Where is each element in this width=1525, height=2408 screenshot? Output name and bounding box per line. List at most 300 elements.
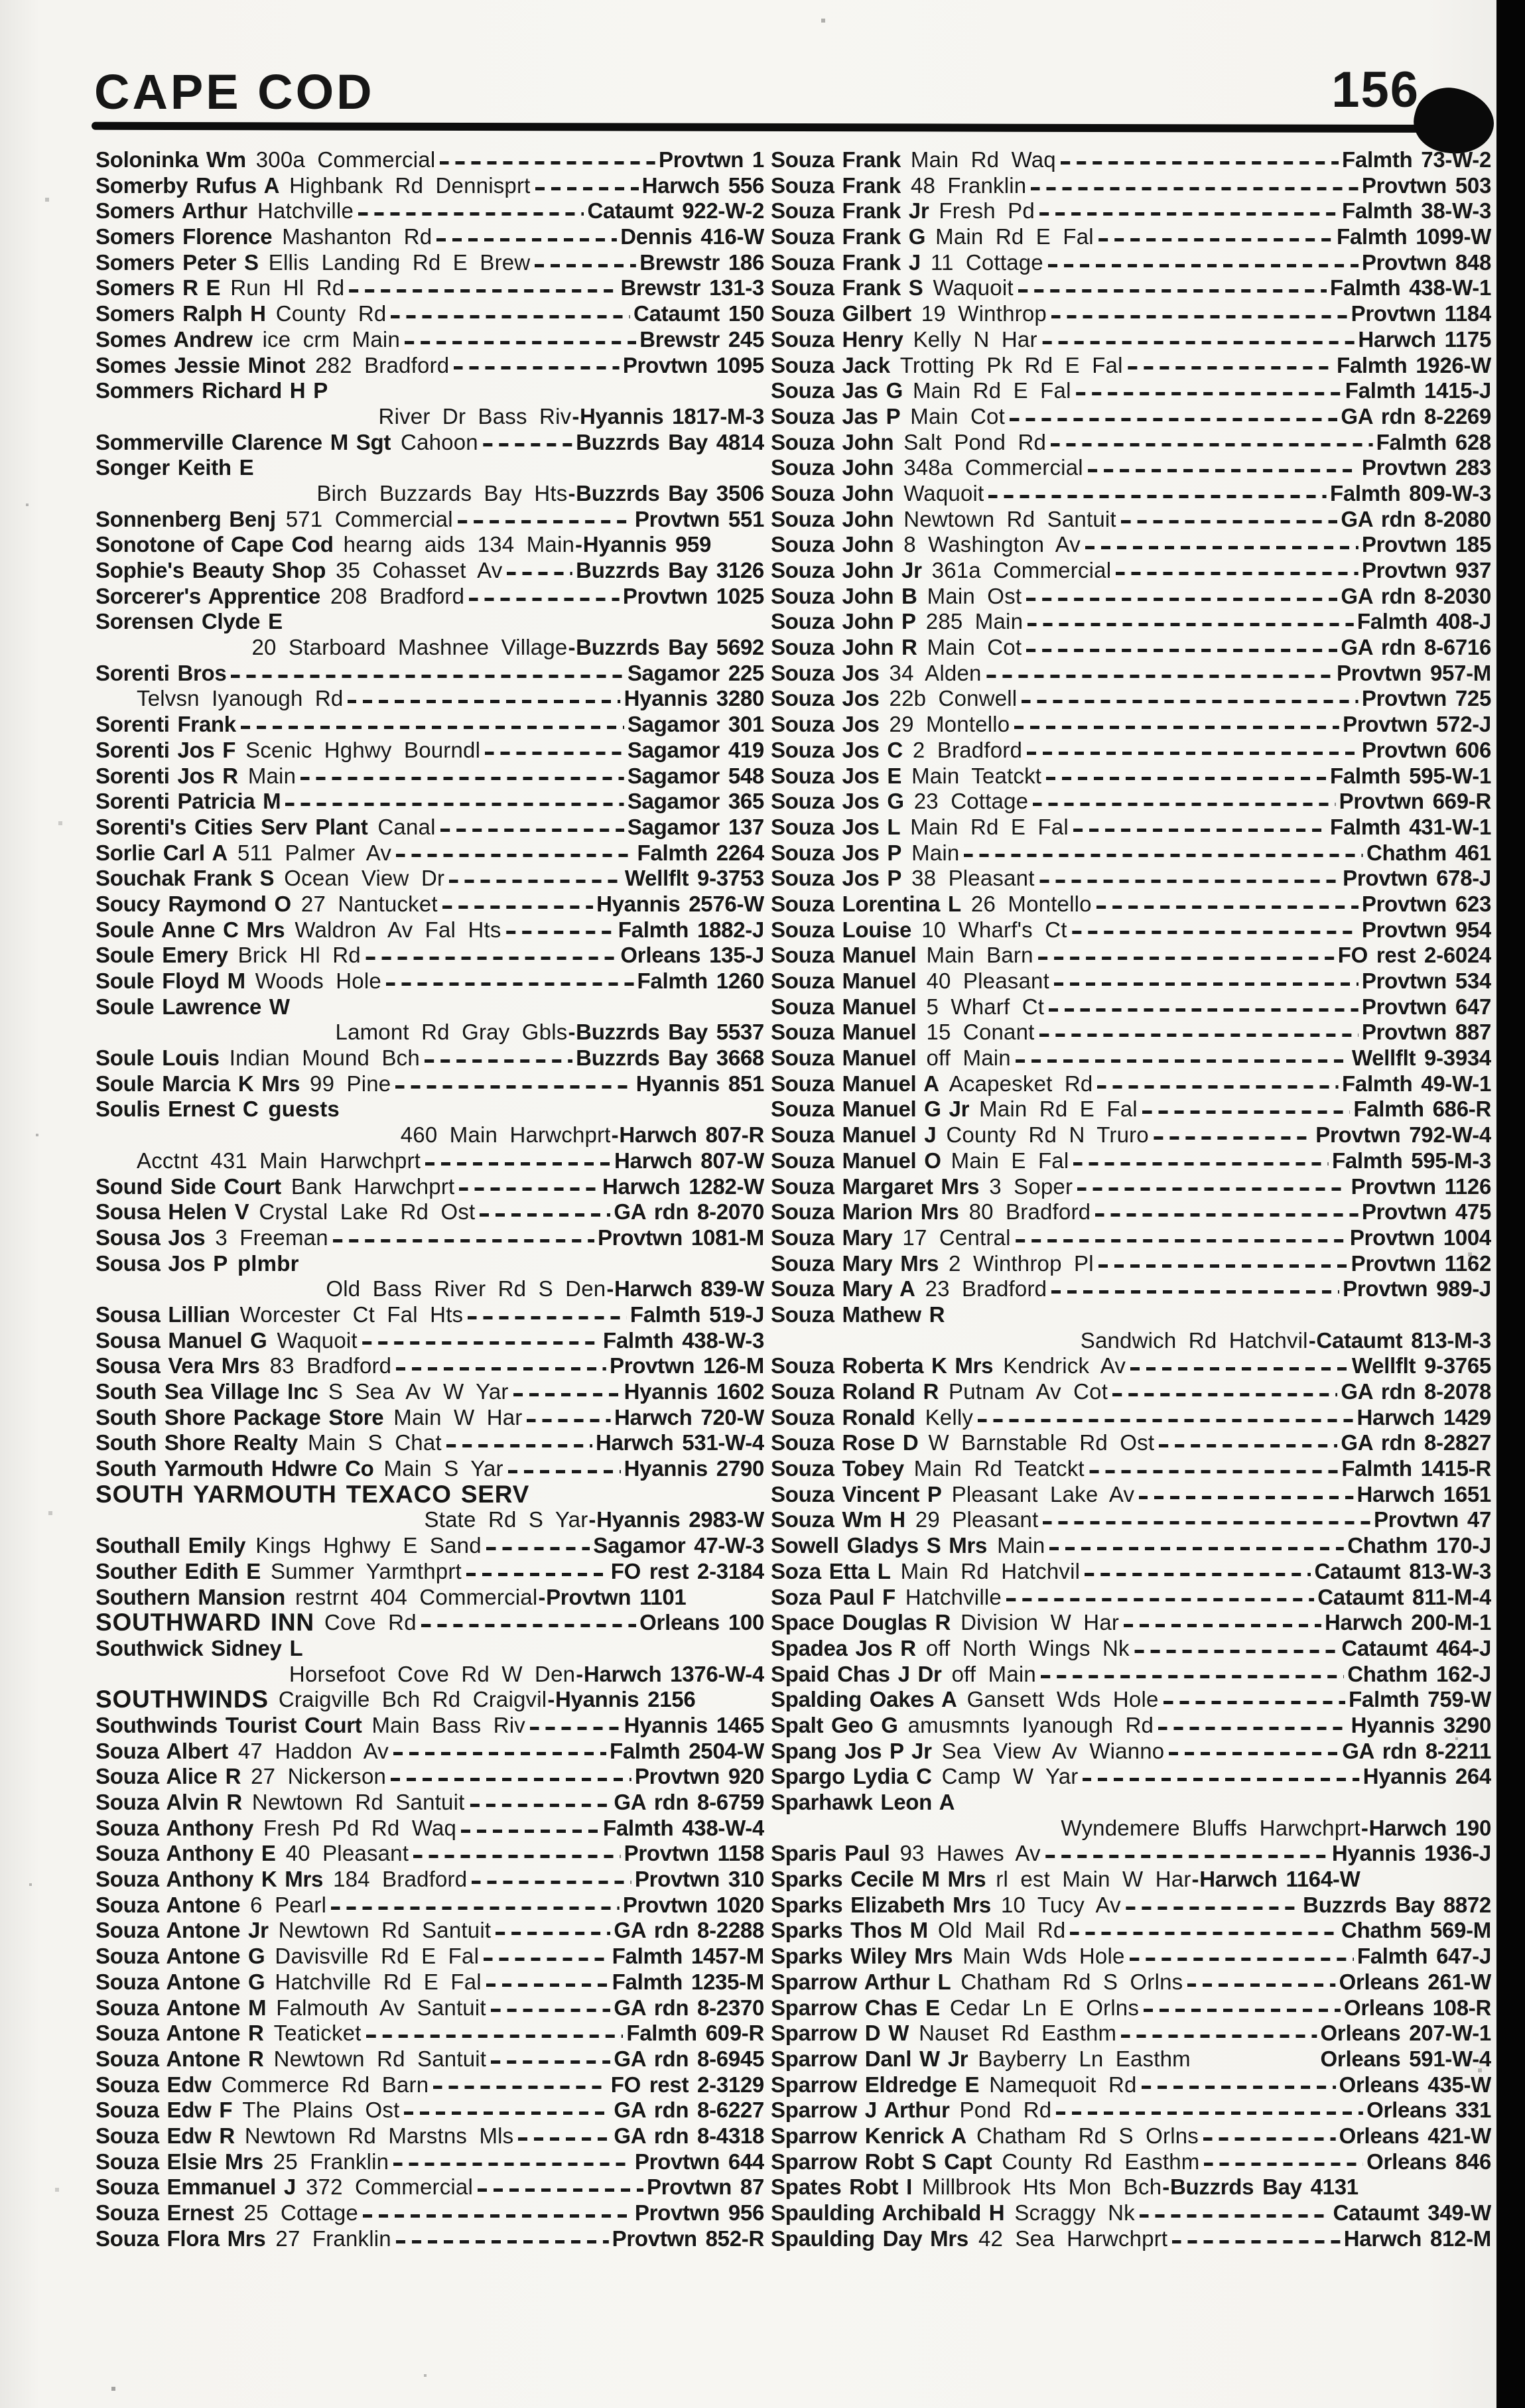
entry-name: Spaulding Archibald H xyxy=(771,2200,1005,2225)
entry-name: Sousa Jos P xyxy=(96,1250,228,1276)
entry-name: Souza Jos G xyxy=(771,789,904,814)
entry-name: Souza Gilbert xyxy=(771,301,911,326)
directory-entry xyxy=(96,2021,764,2046)
entry-runover-line xyxy=(96,1020,764,1045)
dash-leader xyxy=(459,1187,599,1191)
entry-address: Main Cot xyxy=(910,403,1005,429)
entry-name: Souza Frank J xyxy=(771,249,921,275)
directory-entry xyxy=(771,1636,1491,1662)
entry-phone: Hyannis 2576-W xyxy=(596,891,764,916)
entry-phone: Provtwn 185 xyxy=(1361,532,1491,557)
entry-address: Worcester Ct Fal Hts xyxy=(239,1302,464,1327)
entry-name: Souza Manuel J xyxy=(771,1122,937,1148)
directory-entry xyxy=(771,1045,1491,1071)
directory-entry xyxy=(771,1918,1491,1944)
dash-leader xyxy=(349,289,617,293)
entry-name: Sonotone of Cape Cod xyxy=(96,532,334,557)
entry-phone: Falmth 595-M-3 xyxy=(1331,1148,1491,1173)
dash-leader xyxy=(1076,392,1342,395)
entry-phone: Provtwn 503 xyxy=(1361,172,1491,198)
entry-name: Souza Vincent P xyxy=(771,1481,942,1506)
directory-entry xyxy=(771,1559,1491,1585)
entry-name: Soule Marcia K Mrs xyxy=(96,1071,300,1096)
directory-entry xyxy=(771,147,1491,173)
entry-address: Acctnt 431 Main Harwchprt xyxy=(137,1148,421,1173)
entry-phone: Falmth 609-R xyxy=(626,2021,764,2046)
directory-entry xyxy=(771,2072,1491,2098)
entry-name: Sparrow Chas E xyxy=(771,1995,940,2020)
entry-phone: Harwch 1164-W xyxy=(1199,1867,1360,1892)
dash-leader xyxy=(1038,957,1335,960)
entry-name: Souza Anthony K Mrs xyxy=(96,1867,324,1892)
entry-address: Main S Yar xyxy=(383,1456,503,1481)
entry-phone: Cataumt 150 xyxy=(633,301,764,326)
entry-name: Sparrow Arthur L xyxy=(771,1969,951,1994)
entry-phone: Hyannis 3290 xyxy=(1351,1712,1491,1737)
entry-name: Souza Emmanuel J xyxy=(96,2174,296,2200)
entry-phone: Cataumt 811-M-4 xyxy=(1317,1584,1491,1609)
entry-name: Souza Antone R xyxy=(96,2046,264,2071)
dash-leader xyxy=(1159,1444,1337,1447)
directory-entry xyxy=(96,301,764,327)
directory-entry xyxy=(771,2123,1491,2149)
entry-runover-line xyxy=(96,1507,764,1533)
entry-name: Souza John B xyxy=(771,583,917,608)
entry-phone: Falmth 628 xyxy=(1376,429,1491,454)
entry-address: 2 Bradford xyxy=(912,737,1023,762)
entry-name: Souza Mary Mrs xyxy=(771,1250,939,1276)
directory-entry xyxy=(771,1020,1491,1045)
dash-leader xyxy=(1126,1906,1299,1910)
directory-entry xyxy=(771,1071,1491,1097)
entry-phone: Falmth 438-W-1 xyxy=(1329,275,1491,301)
entry-address: 208 Bradford xyxy=(330,583,465,608)
entry-address: Newtown Rd Santuit xyxy=(251,1790,465,1814)
entry-phone: Hyannis 1602 xyxy=(624,1379,764,1404)
entry-name: Souza Manuel xyxy=(771,994,917,1019)
directory-entry xyxy=(771,994,1491,1020)
entry-phone: Provtwn 1101 xyxy=(546,1584,687,1609)
dash-leader xyxy=(1097,1085,1339,1089)
entry-phone: Falmth 1926-W xyxy=(1337,352,1491,377)
entry-name: Souza Roberta K Mrs xyxy=(771,1353,994,1378)
entry-phone: Falmth 431-W-1 xyxy=(1329,814,1491,839)
entry-address: County Rd Easthm xyxy=(1002,2149,1200,2174)
entry-phone: Brewstr 245 xyxy=(639,326,764,352)
entry-phone: Falmth 686-R xyxy=(1353,1097,1491,1122)
entry-phone: Provtwn 1095 xyxy=(622,352,764,377)
entry-name: SOUTHWINDS xyxy=(96,1687,269,1713)
entry-address: Brick Hl Rd xyxy=(237,943,361,968)
directory-entry xyxy=(96,1302,764,1328)
entry-phone: Provtwn 792-W-4 xyxy=(1315,1122,1491,1148)
entry-name: Souza Antone Jr xyxy=(96,1918,269,1943)
dash-leader xyxy=(421,1624,636,1627)
entry-phone: GA rdn 8-4318 xyxy=(614,2123,764,2148)
directory-entry xyxy=(96,1816,764,1841)
directory-entry xyxy=(771,584,1491,610)
dash-leader xyxy=(440,829,624,832)
directory-entry xyxy=(771,327,1491,353)
entry-address: Waquoit xyxy=(277,1327,358,1353)
entry-name: Soule Floyd M xyxy=(96,969,245,993)
entry-address: Hatchville Rd E Fal xyxy=(275,1969,482,1994)
directory-entry xyxy=(96,1559,764,1585)
entry-runover-line xyxy=(96,481,764,507)
dash-leader xyxy=(363,2214,631,2218)
directory-entry xyxy=(96,1533,764,1559)
entry-address: 99 Pine xyxy=(310,1071,391,1096)
entry-address: Ellis Landing Rd E Brew xyxy=(268,249,531,275)
dash-leader xyxy=(1204,2163,1363,2166)
entry-address: Davisville Rd E Fal xyxy=(275,1944,480,1969)
entry-name-line xyxy=(96,378,764,404)
entry-phone: Harwch 1175 xyxy=(1358,326,1491,352)
entry-name: Souza John xyxy=(771,480,894,505)
directory-entry xyxy=(96,173,764,199)
dash-leader xyxy=(1096,905,1359,909)
entry-name-line xyxy=(96,1482,764,1508)
directory-entry xyxy=(96,353,764,379)
entry-address: Bank Harwchprt xyxy=(291,1173,455,1199)
entry-name: Sparrow J Arthur xyxy=(771,2098,950,2123)
entry-phone: FO rest 2-3129 xyxy=(610,2072,764,2097)
dash-leader xyxy=(530,1727,621,1730)
entry-address: State Rd S Yar xyxy=(424,1507,588,1532)
directory-entry xyxy=(96,2149,764,2175)
entry-phone: Harwch 531-W-4 xyxy=(595,1430,764,1455)
entry-phone: Orleans 421-W xyxy=(1339,2123,1491,2148)
entry-name: Sonnenberg Benj xyxy=(96,506,276,531)
dash-leader xyxy=(446,1444,592,1447)
entry-name: Souza Edw F xyxy=(96,2098,233,2123)
hyphen-joiner: - xyxy=(568,635,576,660)
directory-entry xyxy=(771,1970,1491,1995)
entry-address: Kelly xyxy=(925,1404,974,1430)
entry-address: Fresh Pd xyxy=(939,198,1035,224)
entry-address: 6 Pearl xyxy=(250,1892,327,1917)
entry-phone: Provtwn 1 xyxy=(658,147,764,172)
directory-entry xyxy=(96,1328,764,1354)
entry-address: 23 Cottage xyxy=(913,789,1029,814)
directory-entry xyxy=(771,507,1491,533)
dash-leader xyxy=(1048,264,1359,267)
entry-address: off North Wings Nk xyxy=(925,1635,1130,1660)
dash-leader xyxy=(1116,572,1359,575)
entry-address: Crystal Lake Rd Ost xyxy=(259,1199,476,1225)
entry-name: Souza Jos E xyxy=(771,763,902,788)
entry-phone: Falmth 438-W-3 xyxy=(602,1327,764,1353)
dash-leader xyxy=(1016,1239,1347,1242)
directory-entry xyxy=(771,2149,1491,2175)
entry-phone: Hyannis 3280 xyxy=(624,686,764,711)
entry-phone: Sagamor 301 xyxy=(627,712,764,737)
page-number: 156 xyxy=(1331,62,1420,118)
entry-phone: Provtwn 534 xyxy=(1361,969,1491,993)
entry-address: Sea View Av Wianno xyxy=(941,1738,1165,1763)
entry-phone: Falmth 408-J xyxy=(1357,609,1491,634)
entry-name: Somers Ralph H xyxy=(96,301,266,326)
entry-name: Southern Mansion xyxy=(96,1584,286,1609)
entry-phone: Hyannis 264 xyxy=(1362,1764,1491,1789)
entry-address: 27 Nantucket xyxy=(300,891,438,916)
dash-leader xyxy=(1051,443,1373,446)
dash-leader xyxy=(1056,2111,1363,2115)
directory-entry xyxy=(96,2226,764,2252)
dash-leader xyxy=(362,1341,600,1345)
dash-leader xyxy=(1124,1624,1321,1627)
entry-address: Main Cot xyxy=(927,635,1022,660)
entry-address: 15 Conant xyxy=(926,1020,1035,1045)
directory-entry xyxy=(96,764,764,789)
dash-leader xyxy=(436,238,617,241)
directory-entry xyxy=(96,1739,764,1765)
entry-phone: Provtwn 989-J xyxy=(1343,1276,1491,1302)
entry-address: Main Rd Waq xyxy=(910,147,1056,172)
entry-name: Souza Tobey xyxy=(771,1456,904,1481)
entry-name: Sorenti Frank xyxy=(96,712,236,737)
entry-address: Wyndemere Bluffs Harwchprt xyxy=(1061,1815,1360,1840)
entry-phone: Falmth 519-J xyxy=(630,1302,764,1327)
entry-runover-line xyxy=(771,1816,1491,1841)
entry-address: 8 Washington Av xyxy=(903,532,1081,557)
entry-address: Kendrick Av xyxy=(1003,1353,1126,1378)
paper-speckle-artifacts xyxy=(0,0,1,1)
entry-phone: Orleans 846 xyxy=(1366,2149,1491,2174)
entry-phone: GA rdn 8-2070 xyxy=(614,1199,764,1225)
directory-entry xyxy=(771,532,1491,558)
dash-leader xyxy=(1172,2240,1340,2243)
directory-entry xyxy=(771,275,1491,301)
directory-entry xyxy=(96,1174,764,1200)
entry-phone: Provtwn 572-J xyxy=(1343,712,1491,737)
entry-name: Soloninka Wm xyxy=(96,147,246,172)
entry-address: County Rd N Truro xyxy=(946,1122,1149,1148)
entry-address: Main Bass Riv xyxy=(371,1712,525,1737)
entry-phone: Provtwn 644 xyxy=(634,2149,764,2174)
entry-name: Souza Jos C xyxy=(771,737,903,762)
dash-leader xyxy=(1095,1213,1359,1217)
entry-address: Newtown Rd Santuit xyxy=(278,1918,492,1943)
entry-name: Sorenti Patricia M xyxy=(96,789,281,814)
directory-column-right xyxy=(771,147,1491,2251)
dash-leader xyxy=(1130,1958,1354,1961)
entry-address: 10 Wharf's Ct xyxy=(921,917,1067,942)
entry-name: Souza Antone G xyxy=(96,1944,265,1969)
dash-leader xyxy=(535,264,636,267)
entry-address: Main xyxy=(911,840,960,865)
directory-entry xyxy=(96,532,764,558)
entry-name: Spalding Oakes A xyxy=(771,1687,957,1712)
entry-phone: GA rdn 8-2080 xyxy=(1341,506,1491,531)
entry-name: Sorenti Jos F xyxy=(96,737,236,762)
entry-name: Sparks Elizabeth Mrs xyxy=(771,1892,991,1917)
entry-address: 48 Franklin xyxy=(910,172,1027,198)
dash-leader xyxy=(535,187,639,190)
entry-name: Sousa Manuel G xyxy=(96,1327,267,1353)
entry-address: Main xyxy=(997,1533,1045,1558)
entry-phone: Provtwn 1158 xyxy=(624,1841,764,1866)
dash-leader xyxy=(396,854,633,857)
entry-runover-line xyxy=(96,635,764,661)
dash-leader xyxy=(484,1958,609,1961)
dash-leader xyxy=(470,1804,611,1807)
entry-name: Souza Frank Jr xyxy=(771,198,929,224)
entry-phone: Provtwn 1025 xyxy=(622,583,764,608)
entry-phone: Provtwn 954 xyxy=(1361,917,1491,942)
entry-runover-line xyxy=(96,1662,764,1688)
entry-address: Main Rd E Fal xyxy=(979,1097,1138,1122)
entry-address: Cahoon xyxy=(401,429,478,454)
dash-leader xyxy=(1041,1675,1344,1678)
entry-name: Souza John xyxy=(771,429,894,454)
dash-leader xyxy=(458,520,631,523)
entry-name: South Shore Package Store xyxy=(96,1404,384,1430)
entry-address: amusmnts Iyanough Rd xyxy=(907,1712,1154,1737)
directory-entry xyxy=(96,1045,764,1071)
entry-address: Main Ost xyxy=(927,583,1022,608)
dash-leader xyxy=(1121,520,1338,523)
entry-phone: Falmth 1882-J xyxy=(618,917,764,942)
entry-name-line xyxy=(96,609,764,635)
entry-phone: Provtwn 920 xyxy=(634,1764,764,1789)
entry-phone: Falmth 595-W-1 xyxy=(1329,763,1491,788)
directory-entry xyxy=(96,1944,764,1970)
dash-leader xyxy=(491,2060,610,2064)
directory-entry xyxy=(771,661,1491,687)
entry-phone: Provtwn 551 xyxy=(634,506,764,531)
entry-phone: Provtwn 310 xyxy=(634,1867,764,1892)
directory-entry xyxy=(96,250,764,276)
dash-leader xyxy=(483,443,572,446)
directory-entry xyxy=(96,892,764,917)
entry-name: Sorenti Jos R xyxy=(96,763,238,788)
entry-name: Souza Jos xyxy=(771,686,880,711)
directory-entry xyxy=(96,840,764,866)
entry-name: Space Douglas R xyxy=(771,1610,951,1635)
entry-phone: Sagamor 225 xyxy=(627,660,764,685)
entry-phone: Provtwn 1020 xyxy=(622,1892,764,1917)
dash-leader xyxy=(404,2111,610,2115)
dash-leader xyxy=(486,1547,590,1550)
directory-entry xyxy=(771,2098,1491,2123)
entry-name: Souza Anthony xyxy=(96,1815,254,1840)
directory-entry xyxy=(771,840,1491,866)
entry-address: Horsefoot Cove Rd W Den xyxy=(289,1661,576,1686)
entry-address: Craigville Bch Rd Craigvil xyxy=(278,1687,547,1712)
hyphen-joiner: - xyxy=(568,1020,576,1045)
entry-address: 26 Montello xyxy=(970,891,1092,916)
entry-address: Lamont Rd Gray Gbls xyxy=(335,1020,568,1045)
entry-address: Main W Har xyxy=(393,1404,523,1430)
entry-phone: Sagamor 365 xyxy=(627,789,764,814)
entry-name: Sorenti's Cities Serv Plant xyxy=(96,814,368,839)
dash-leader xyxy=(1140,2214,1330,2218)
directory-entry xyxy=(771,1739,1491,1765)
dash-leader xyxy=(1139,1496,1353,1499)
entry-phone: Sagamor 137 xyxy=(627,814,764,839)
entry-phone: Provtwn 606 xyxy=(1361,737,1491,762)
entry-address: Acapesket Rd xyxy=(949,1071,1093,1096)
dash-leader xyxy=(1077,1187,1347,1191)
entry-address: Canal xyxy=(377,814,436,839)
directory-entry xyxy=(771,738,1491,764)
entry-phone: Harwch 1651 xyxy=(1357,1481,1491,1506)
directory-entry xyxy=(96,1893,764,1918)
dash-leader xyxy=(1083,1778,1359,1781)
entry-runover-line xyxy=(96,1122,764,1148)
entry-phone: Harwch 807-W xyxy=(614,1148,764,1173)
entry-phone: Buzzrds Bay 5692 xyxy=(576,635,764,660)
directory-entry xyxy=(771,1353,1491,1379)
directory-entry xyxy=(771,198,1491,224)
entry-phone: Buzzrds Bay 3506 xyxy=(576,480,764,505)
entry-phone: Buzzrds Bay 4131 xyxy=(1169,2174,1359,2200)
entry-phone: Hyannis 1817-M-3 xyxy=(580,403,764,429)
entry-phone: FO rest 2-3184 xyxy=(610,1558,764,1583)
entry-phone: Cataumt 349-W xyxy=(1333,2200,1491,2225)
entry-phone: Falmth 1457-M xyxy=(612,1944,764,1969)
entry-phone: Falmth 1415-J xyxy=(1345,378,1491,403)
directory-entry xyxy=(96,1353,764,1379)
directory-entry xyxy=(96,1918,764,1944)
entry-name: South Sea Village Inc xyxy=(96,1379,318,1404)
dash-leader xyxy=(241,726,624,729)
entry-phone: Harwch 1282-W xyxy=(602,1173,764,1199)
dash-leader xyxy=(413,1855,621,1858)
entry-name: Souza Frank G xyxy=(771,224,926,249)
entry-address: 83 Bradford xyxy=(269,1353,392,1378)
entry-phone: Chathm 170-J xyxy=(1347,1533,1491,1558)
entry-address: Putnam Av Cot xyxy=(948,1379,1108,1404)
entry-address: 23 Bradford xyxy=(925,1276,1047,1302)
entry-address: Main E Fal xyxy=(951,1148,1069,1173)
entry-name: Soule Anne C Mrs xyxy=(96,917,285,942)
entry-address: County Rd xyxy=(275,301,387,326)
entry-phone: Hyannis 2790 xyxy=(624,1456,764,1481)
entry-address: Sandwich Rd Hatchvil xyxy=(1080,1327,1308,1353)
entry-address: W Barnstable Rd Ost xyxy=(928,1430,1155,1455)
entry-name: Soulis Ernest C xyxy=(96,1097,259,1122)
directory-entry xyxy=(96,507,764,533)
directory-entry xyxy=(771,1841,1491,1867)
entry-name: Souza Mary A xyxy=(771,1276,915,1302)
directory-entry xyxy=(771,789,1491,815)
entry-name: Sparks Thos M xyxy=(771,1918,928,1943)
dash-leader xyxy=(1061,161,1339,165)
directory-entry xyxy=(771,892,1491,917)
entry-name: Sound Side Court xyxy=(96,1173,281,1199)
entry-name: Souza Jas P xyxy=(771,403,901,429)
entry-name: Souza Marion Mrs xyxy=(771,1199,959,1225)
entry-phone: Provtwn 887 xyxy=(1361,1020,1491,1045)
directory-entry xyxy=(771,686,1491,712)
entry-name: Souza Frank xyxy=(771,172,901,198)
entry-phone: Provtwn 1162 xyxy=(1351,1250,1491,1276)
scan-edge-band xyxy=(1496,0,1525,2408)
entry-address: Ocean View Dr xyxy=(284,866,445,891)
entry-name: Sparrow Robt S Capt xyxy=(771,2149,992,2174)
entry-phone: GA rdn 8-2827 xyxy=(1341,1430,1491,1455)
directory-entry xyxy=(771,1251,1491,1277)
entry-name: Soule Louis xyxy=(96,1045,220,1071)
entry-phone: Provtwn 1126 xyxy=(1351,1173,1491,1199)
entry-address: Waquoit xyxy=(933,275,1014,301)
directory-entry xyxy=(771,1097,1491,1122)
dash-leader xyxy=(285,803,624,806)
entry-address: off Main xyxy=(951,1661,1036,1686)
entry-phone: Brewstr 131-3 xyxy=(620,275,764,301)
